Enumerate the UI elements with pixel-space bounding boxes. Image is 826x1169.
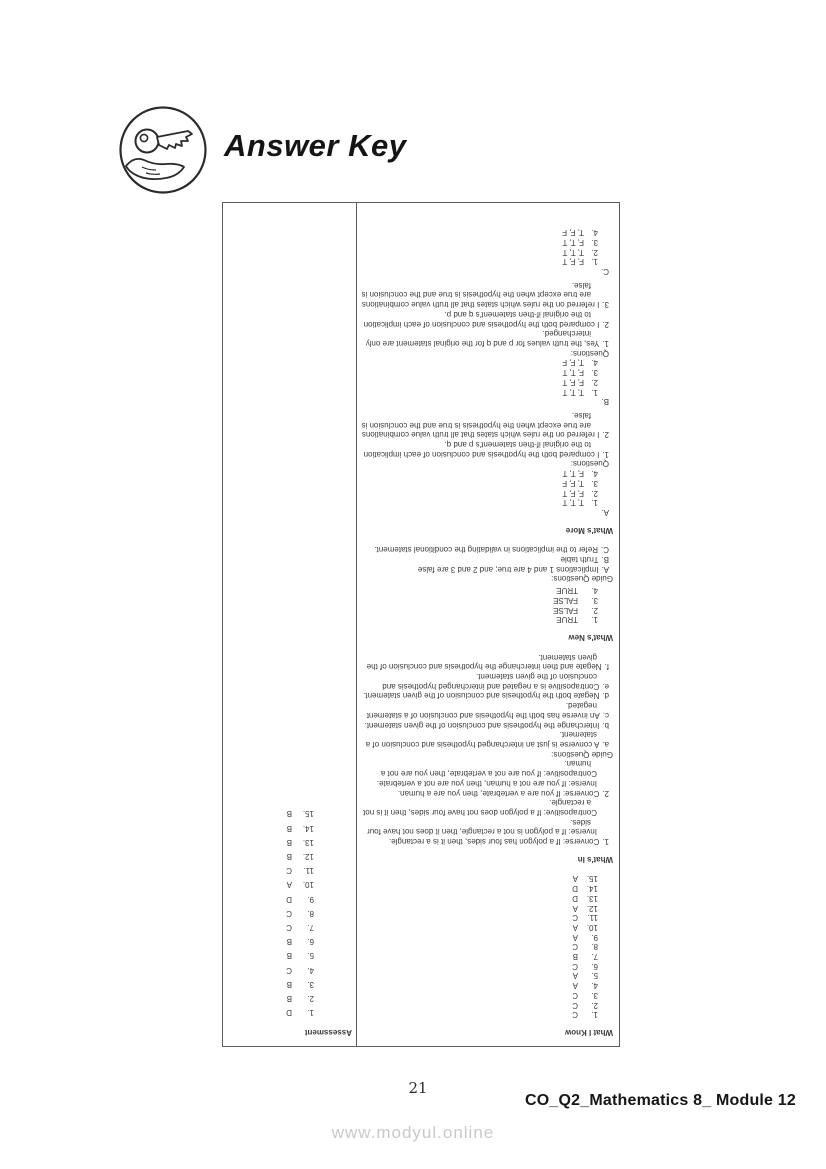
- answer-row: 4.A: [572, 981, 598, 991]
- answer-row: 13.D: [572, 893, 598, 903]
- answer-row: 15.B: [286, 809, 314, 819]
- answer-row: 11.C: [286, 866, 314, 876]
- whats-in-guide-list: [361, 652, 615, 749]
- section-heading-whats-more: What's More: [565, 525, 613, 535]
- answer-row: 5.B: [286, 951, 314, 961]
- truth-value-row: 1.T, T, T: [562, 498, 598, 508]
- answer-row: 10.A: [286, 880, 314, 890]
- answer-row: 6.C: [572, 961, 598, 971]
- main-answers-column: [356, 203, 619, 1046]
- answer-row: 6.B: [286, 937, 314, 947]
- answer-row: 5.A: [572, 971, 598, 981]
- assessment-answer-list: [225, 806, 354, 1019]
- answer-row: 7.B: [572, 952, 598, 962]
- guide-question: e.Contrapositive is a negated and interchanged hypothesis and conclusion of the given statement.: [382, 672, 609, 691]
- answer-row: 11.C: [572, 913, 598, 923]
- truth-value-row: 2.F, F, T: [562, 377, 598, 387]
- whats-more-block-b: B. 1.T, T, T 2.F, F, T 3.F, T, T 4.T, F, F Questions: 1.Yes, the truth values for p and q for the original statement are only interchanged. 2.I compared both the hypothesis and conclusion of each implication to the original if-then statement's q and p. 3.I referred on the rules which states that all truth value combinations are true except when the hypothesis is true and the conclusion is false.: [361, 280, 615, 406]
- guide-question: d.Negate both the hypothesis and conclusion of the given statement.: [363, 691, 609, 701]
- answer-row: 8.C: [572, 942, 598, 952]
- answer-row: 9.A: [572, 932, 598, 942]
- question-answer: 1.I compared both the hypothesis and conclusion of each implication to the original if-then statement's p and q.: [363, 440, 609, 459]
- answer-row: 12.B: [286, 852, 314, 862]
- section-heading-what-i-know: What I Know: [565, 1028, 613, 1037]
- truth-value-row: 4.T, F, F: [562, 228, 598, 238]
- answer-row: 1.TRUE: [556, 615, 598, 625]
- guide-question: C.Refer to the implications in validating the conditional statement.: [374, 545, 609, 555]
- answer-row: 13.B: [286, 837, 314, 847]
- truth-value-row: 2.T, T, T: [562, 247, 598, 257]
- answer-key-box: [222, 202, 620, 1047]
- answer-row: 3.B: [286, 979, 314, 989]
- answer-row: 2.FALSE: [553, 605, 598, 615]
- what-i-know-answer-list: [361, 874, 615, 1020]
- whats-more-block-c: C. 1.F, F, T 2.T, T, T 3.F, T, T 4.T, F, F: [361, 228, 615, 277]
- answer-row: 8.C: [286, 908, 314, 918]
- truth-value-row: 1.F, F, T: [562, 257, 598, 267]
- answer-row: 3.C: [572, 990, 598, 1000]
- key-in-hand-icon: [118, 104, 208, 196]
- module-title: CO_Q2_Mathematics 8_ Module 12: [525, 1092, 796, 1109]
- truth-value-row: 4.F, T, T: [562, 469, 598, 479]
- section-heading-whats-in: What's In: [577, 854, 613, 864]
- question-answer: 3.I referred on the rules which states that all truth value combinations are true except when the hypothesis is true and the conclusion is false.: [361, 280, 609, 310]
- question-answer: 2.I compared both the hypothesis and conclusion of each implication to the original if-then statement's q and p.: [363, 309, 609, 329]
- answer-row: 14.B: [286, 823, 314, 833]
- section-heading-whats-new: What's New: [568, 632, 613, 642]
- question-answer: 1.Yes, the truth values for p and q for the original statement are only interchanged.: [365, 329, 609, 348]
- guide-question: f.Negate and then interchange the hypothesis and conclusion of the given statement.: [366, 652, 609, 672]
- whats-new-answer-list: [361, 585, 615, 624]
- answer-row: 4.TRUE: [556, 586, 598, 596]
- truth-value-row: 3.F, T, T: [562, 368, 598, 378]
- whats-in-guide-label: Guide Questions:: [551, 749, 613, 759]
- answer-row: 14.D: [572, 884, 598, 894]
- guide-question: c.An inverse has both the hypothesis and conclusion of a statement negated.: [366, 701, 609, 720]
- answer-row: 2.C: [572, 1000, 598, 1010]
- watermark: www.modyul.online: [331, 1123, 495, 1142]
- page-number: 21: [408, 1079, 428, 1097]
- guide-question: a.A converse is just an interchanged hypothesis and conclusion of a statement.: [365, 730, 609, 750]
- guide-question: A.Implications 1 and 4 are true; and 2 and 3 are false: [417, 564, 609, 574]
- truth-value-row: 3.F, T, T: [562, 237, 598, 247]
- whats-new-guide-label: Guide Questions:: [551, 574, 613, 584]
- truth-value-row: 3.T, F, F: [562, 478, 598, 488]
- truth-value-row: 1.T, T, T: [562, 387, 598, 397]
- page-title: Answer Key: [224, 128, 407, 163]
- question-answer: 2.I referred on the rules which states that all truth value combinations are true except when the hypothesis is true and the conclusion is false.: [361, 410, 609, 440]
- answer-row: 1.C: [572, 1010, 598, 1020]
- answer-row: 3.FALSE: [553, 595, 598, 605]
- whats-more-block-a: A. 1.T, T, T 2.F, F, T 3.T, F, F 4.F, T, T Questions: 1.I compared both the hypothesis and conclusion of each implication to the original if-then statement's p and q. 2.I referred on the rules which states that all truth value combinations are true except when the hypothesis is true and the conclusion is false.: [361, 410, 615, 517]
- answer-row: 2.B: [286, 994, 314, 1004]
- whats-new-guide-list: [361, 545, 615, 574]
- truth-value-row: 4.T, F, F: [562, 358, 598, 368]
- whats-in-item-2: 2.Converse: If you are a vertebrate, then you are a human. Inverse: If you are not a human, then you are not a vertebrate. Contrapositive: If you are not a vertebrate, then you are not a human.: [376, 759, 609, 798]
- answer-row: 1.D: [286, 1008, 314, 1018]
- section-heading-assessment: Assessment: [304, 1028, 352, 1037]
- rotated-content: [223, 203, 619, 1046]
- answer-row: 10.A: [572, 922, 598, 932]
- guide-question: B.Truth table: [560, 555, 609, 565]
- answer-row: 9.D: [286, 894, 314, 904]
- answer-row: 12.A: [572, 903, 598, 913]
- answer-row: 15.A: [572, 874, 598, 884]
- answer-row: 4.C: [286, 965, 314, 975]
- guide-question: b.Interchange the hypothesis and conclusion of the given statement.: [364, 720, 609, 730]
- answer-row: 7.C: [286, 923, 314, 933]
- assessment-column: [223, 203, 356, 1046]
- truth-value-row: 2.F, F, T: [562, 488, 598, 498]
- whats-in-item-1: 1.Converse: If a polygon has four sides, then it is a rectangle. Inverse: If a polygon is not a rectangle, then it does not have four sides. Contrapositive: If a polygon does not have four sides, then it is not a rectangle.: [363, 798, 609, 847]
